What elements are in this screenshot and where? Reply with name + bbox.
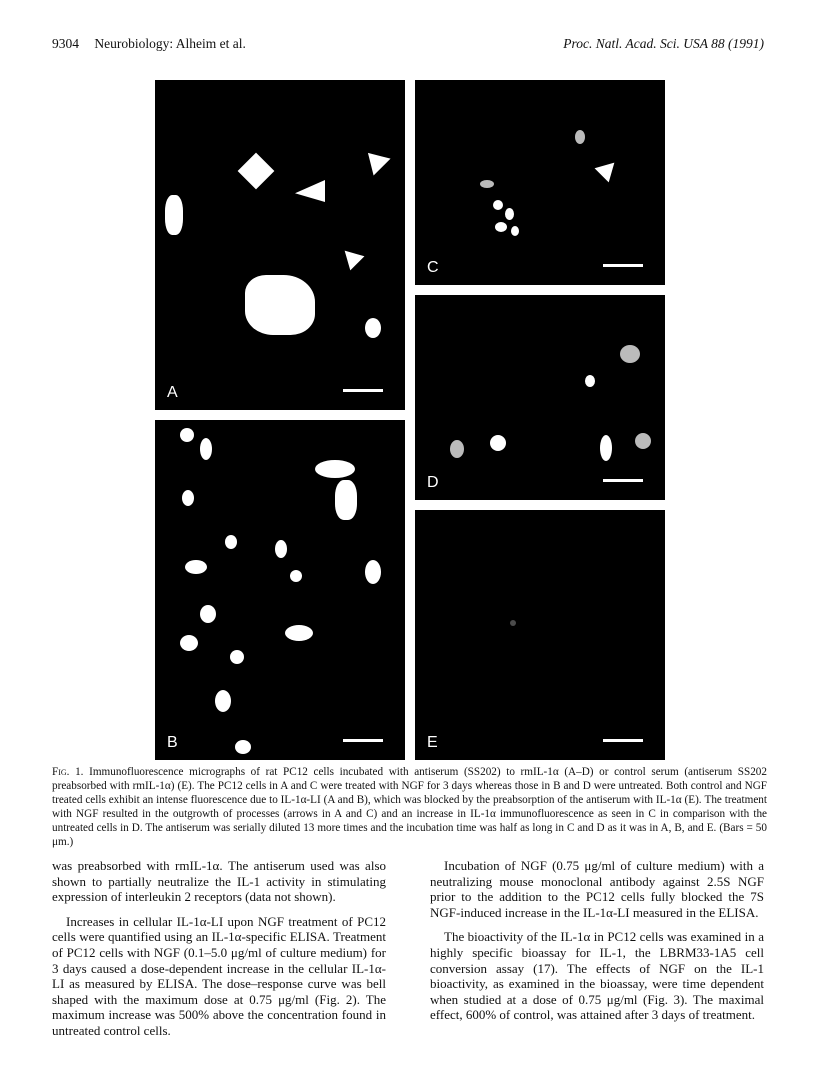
arrow-icon (595, 156, 622, 183)
figure-caption (52, 765, 767, 849)
panel-label: D (427, 474, 439, 491)
micrograph-panel-b (155, 420, 405, 760)
scale-bar (343, 739, 383, 742)
micrograph-panel-c (415, 80, 665, 285)
panel-label: B (167, 734, 178, 751)
page-number: 9304 (52, 36, 79, 51)
paragraph: Increases in cellular IL-1α-LI upon NGF treatment of PC12 cells were quantified using an IL-1α-specific ELISA. Treatment of PC12 cells with NGF (0.1–5.0 μg/ml of culture medium) for 3 days caused a dose-dependent increase in the cellular IL-1α-LI as measured by ELISA. The dose–response curve was bell shaped with the maximum dose at 0.75 μg/ml (Fig. 2). The maximum increase was 500% above the concentration found in untreated control cells. (52, 913, 386, 1038)
scale-bar (603, 479, 643, 482)
scale-bar (603, 739, 643, 742)
panel-label: C (427, 259, 439, 276)
micrograph-panel-e (415, 510, 665, 760)
micrograph-panel-d (415, 295, 665, 500)
paragraph: The bioactivity of the IL-1α in PC12 cells was examined in a highly specific bioassay for IL-1, the LBRM33-1A5 cell conversion assay (17). The effects of NGF on the IL-1 bioactivity, as examined in the bioassay, were time dependent when studied at a dose of 0.75 μg/ml (Fig. 3). The maximal effect, 600% of control, was attained after 3 days of treatment. (430, 929, 764, 1023)
scale-bar (603, 264, 643, 267)
left-column (52, 858, 386, 1048)
paragraph: Incubation of NGF (0.75 μg/ml of culture medium) with a neutralizing mouse monoclonal antibody against 2.5S NGF prior to the addition to the PC12 cells fully blocked the 7S NGF-induced increase in the IL-1α-LI measured in the ELISA. (430, 858, 764, 920)
panel-label: A (167, 384, 178, 401)
right-column (430, 858, 764, 1032)
running-title: Neurobiology: Alheim et al. (94, 36, 246, 51)
arrow-icon (338, 244, 365, 271)
scale-bar (343, 389, 383, 392)
panel-label: E (427, 734, 438, 751)
micrograph-panel-a (155, 80, 405, 410)
caption-text: Immunofluorescence micrographs of rat PC12 cells incubated with antiserum (SS202) to rmIL-1α (A–D) or control serum (antiserum SS202 preabsorbed with rmIL-1α) (E). The PC12 cells in A and C were treated with NGF for 3 days whereas those in B and D were untreated. Both control and NGF treated cells exhibit an intense fluorescence due to IL-1α-LI (A and B), which was blocked by the preabsorption of the antiserum with IL-1α (E). The treatment with NGF resulted in the outgrowth of processes (arrows in A and C) and an increase in IL-1α immunofluorescence as seen in C in comparison with the untreated cells in D. The antiserum was serially diluted 13 more times and the incubation time was half as long in C and D as it was in A, B, and E. (Bars = 50 μm.) (52, 766, 767, 848)
figure-number: Fig. 1. (52, 766, 84, 778)
arrow-icon (359, 144, 390, 175)
running-header-left (52, 36, 246, 52)
journal-citation: Proc. Natl. Acad. Sci. USA 88 (1991) (563, 36, 764, 51)
paragraph: was preabsorbed with rmIL-1α. The antiserum used was also shown to partially neutralize the IL-1 activity in stimulating expression of interleukin 2 receptors (data not shown). (52, 858, 386, 905)
